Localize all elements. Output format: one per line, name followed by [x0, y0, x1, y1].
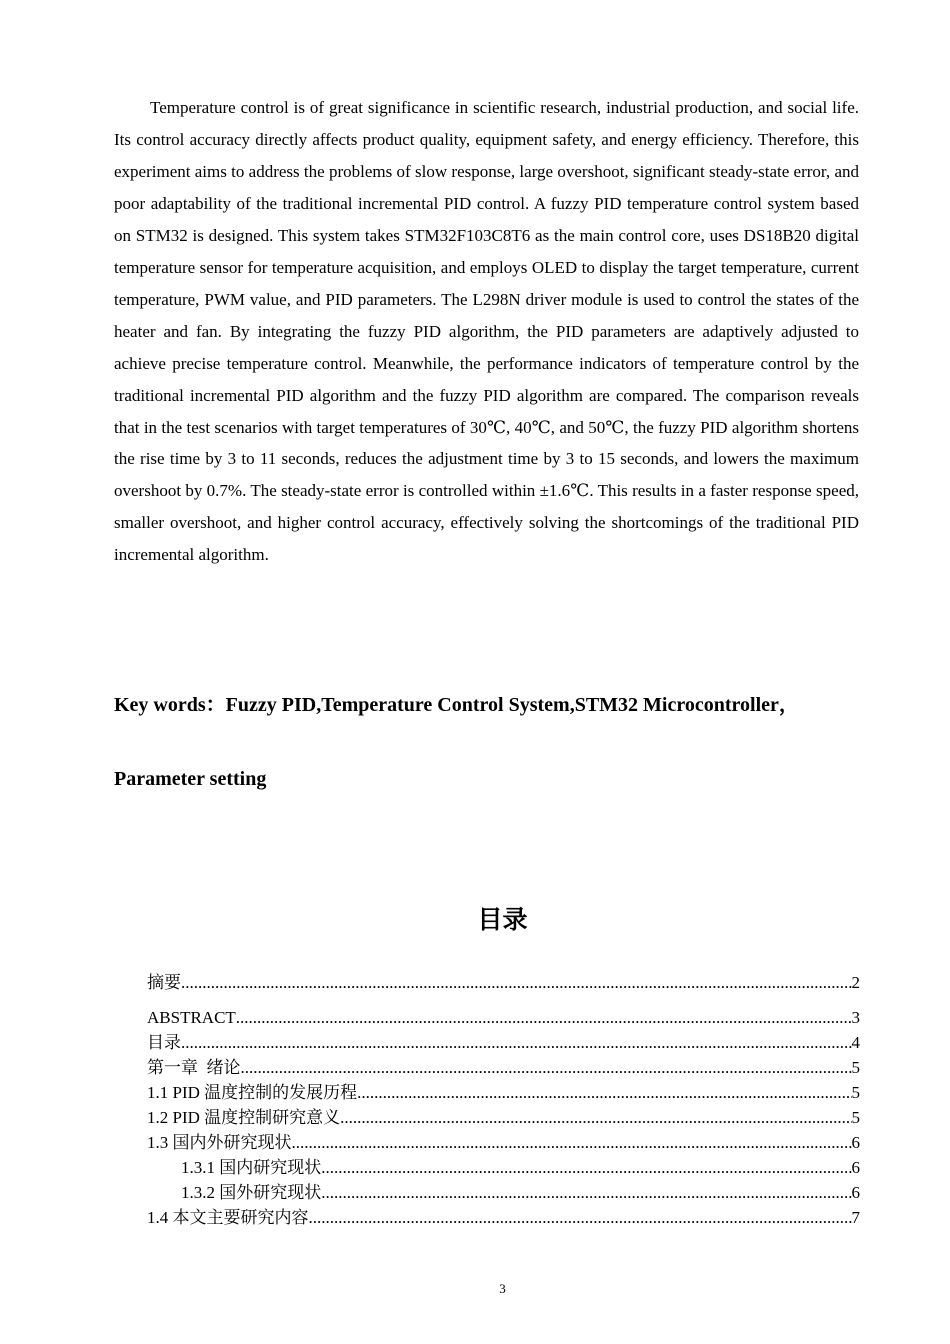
toc-entry-page: 4	[851, 1033, 860, 1052]
toc-entry-mulu[interactable]	[147, 1030, 860, 1055]
table-of-contents	[147, 970, 860, 1230]
toc-entry-page: 7	[851, 1208, 860, 1227]
toc-entry-page: 5	[851, 1058, 860, 1077]
toc-entry-page: 6	[851, 1183, 860, 1202]
toc-leader-dots	[357, 1080, 851, 1105]
toc-leader-dots	[340, 1105, 851, 1130]
toc-entry-label: 摘要	[147, 973, 181, 992]
toc-entry-page: 5	[851, 1083, 860, 1102]
toc-entry-page: 3	[851, 1008, 860, 1027]
toc-entry-zhaiyao[interactable]	[147, 970, 860, 995]
toc-entry-abstract[interactable]	[147, 1005, 860, 1030]
toc-leader-dots	[321, 1180, 851, 1205]
toc-leader-dots	[241, 1055, 852, 1080]
toc-entry-label: 1.4 本文主要研究内容	[147, 1208, 309, 1227]
toc-leader-dots	[181, 970, 852, 995]
toc-entry-1-3-1[interactable]	[147, 1155, 860, 1180]
toc-entry-chapter-1[interactable]	[147, 1055, 860, 1080]
toc-entry-page: 6	[851, 1133, 860, 1152]
toc-leader-dots	[321, 1155, 851, 1180]
toc-entry-label: 1.3 国内外研究现状	[147, 1133, 292, 1152]
toc-leader-dots	[181, 1030, 852, 1055]
toc-entry-page: 2	[851, 973, 860, 992]
toc-entry-1-1[interactable]	[147, 1080, 860, 1105]
toc-entry-label: 第一章 绪论	[147, 1058, 241, 1077]
toc-entry-label: 目录	[147, 1033, 181, 1052]
page-number: 3	[499, 1281, 506, 1296]
toc-entry-label: 1.3.2 国外研究现状	[181, 1183, 322, 1202]
toc-entry-1-2[interactable]	[147, 1105, 860, 1130]
toc-leader-dots	[236, 1005, 852, 1030]
abstract-paragraph: Temperature control is of great significance in scientific research, industrial production, and social life. Its control accuracy directly affects product quality, equipment safety, and energy efficiency. Therefore, this experiment aims to address the problems of slow response, large overshoot, significant steady-state error, and poor adaptability of the traditional incremental PID control. A fuzzy PID temperature control system based on STM32 is designed. This system takes STM32F103C8T6 as the main control core, uses DS18B20 digital temperature sensor for temperature acquisition, and employs OLED to display the target temperature, current temperature, PWM value, and PID parameters. The L298N driver module is used to control the states of the heater and fan. By integrating the fuzzy PID algorithm, the PID parameters are adaptively adjusted to achieve precise temperature control. Meanwhile, the performance indicators of temperature control by the traditional incremental PID algorithm and the fuzzy PID algorithm are compared. The comparison reveals that in the test scenarios with target temperatures of 30℃, 40℃, and 50℃, the fuzzy PID algorithm shortens the rise time by 3 to 11 seconds, reduces the adjustment time by 3 to 15 seconds, and lowers the maximum overshoot by 0.7%. The steady-state error is controlled within ±1.6℃. This results in a faster response speed, smaller overshoot, and higher control accuracy, effectively solving the shortcomings of the traditional PID incremental algorithm.	[114, 98, 859, 565]
toc-leader-dots	[292, 1130, 852, 1155]
toc-entry-page: 6	[851, 1158, 860, 1177]
toc-entry-label: ABSTRACT	[147, 1008, 236, 1027]
toc-entry-1-3-2[interactable]	[147, 1180, 860, 1205]
toc-entry-page: 5	[851, 1108, 860, 1127]
toc-entry-label: 1.2 PID 温度控制研究意义	[147, 1108, 341, 1127]
toc-title: 目录	[477, 905, 528, 934]
toc-entry-label: 1.1 PID 温度控制的发展历程	[147, 1083, 358, 1102]
toc-entry-1-4[interactable]	[147, 1205, 860, 1230]
toc-leader-dots	[309, 1205, 852, 1230]
keywords-line: Key words：Fuzzy PID,Temperature Control System,STM32 Microcontroller，Parameter setting	[114, 694, 799, 790]
toc-entry-label: 1.3.1 国内研究现状	[181, 1158, 322, 1177]
toc-entry-1-3[interactable]	[147, 1130, 860, 1155]
